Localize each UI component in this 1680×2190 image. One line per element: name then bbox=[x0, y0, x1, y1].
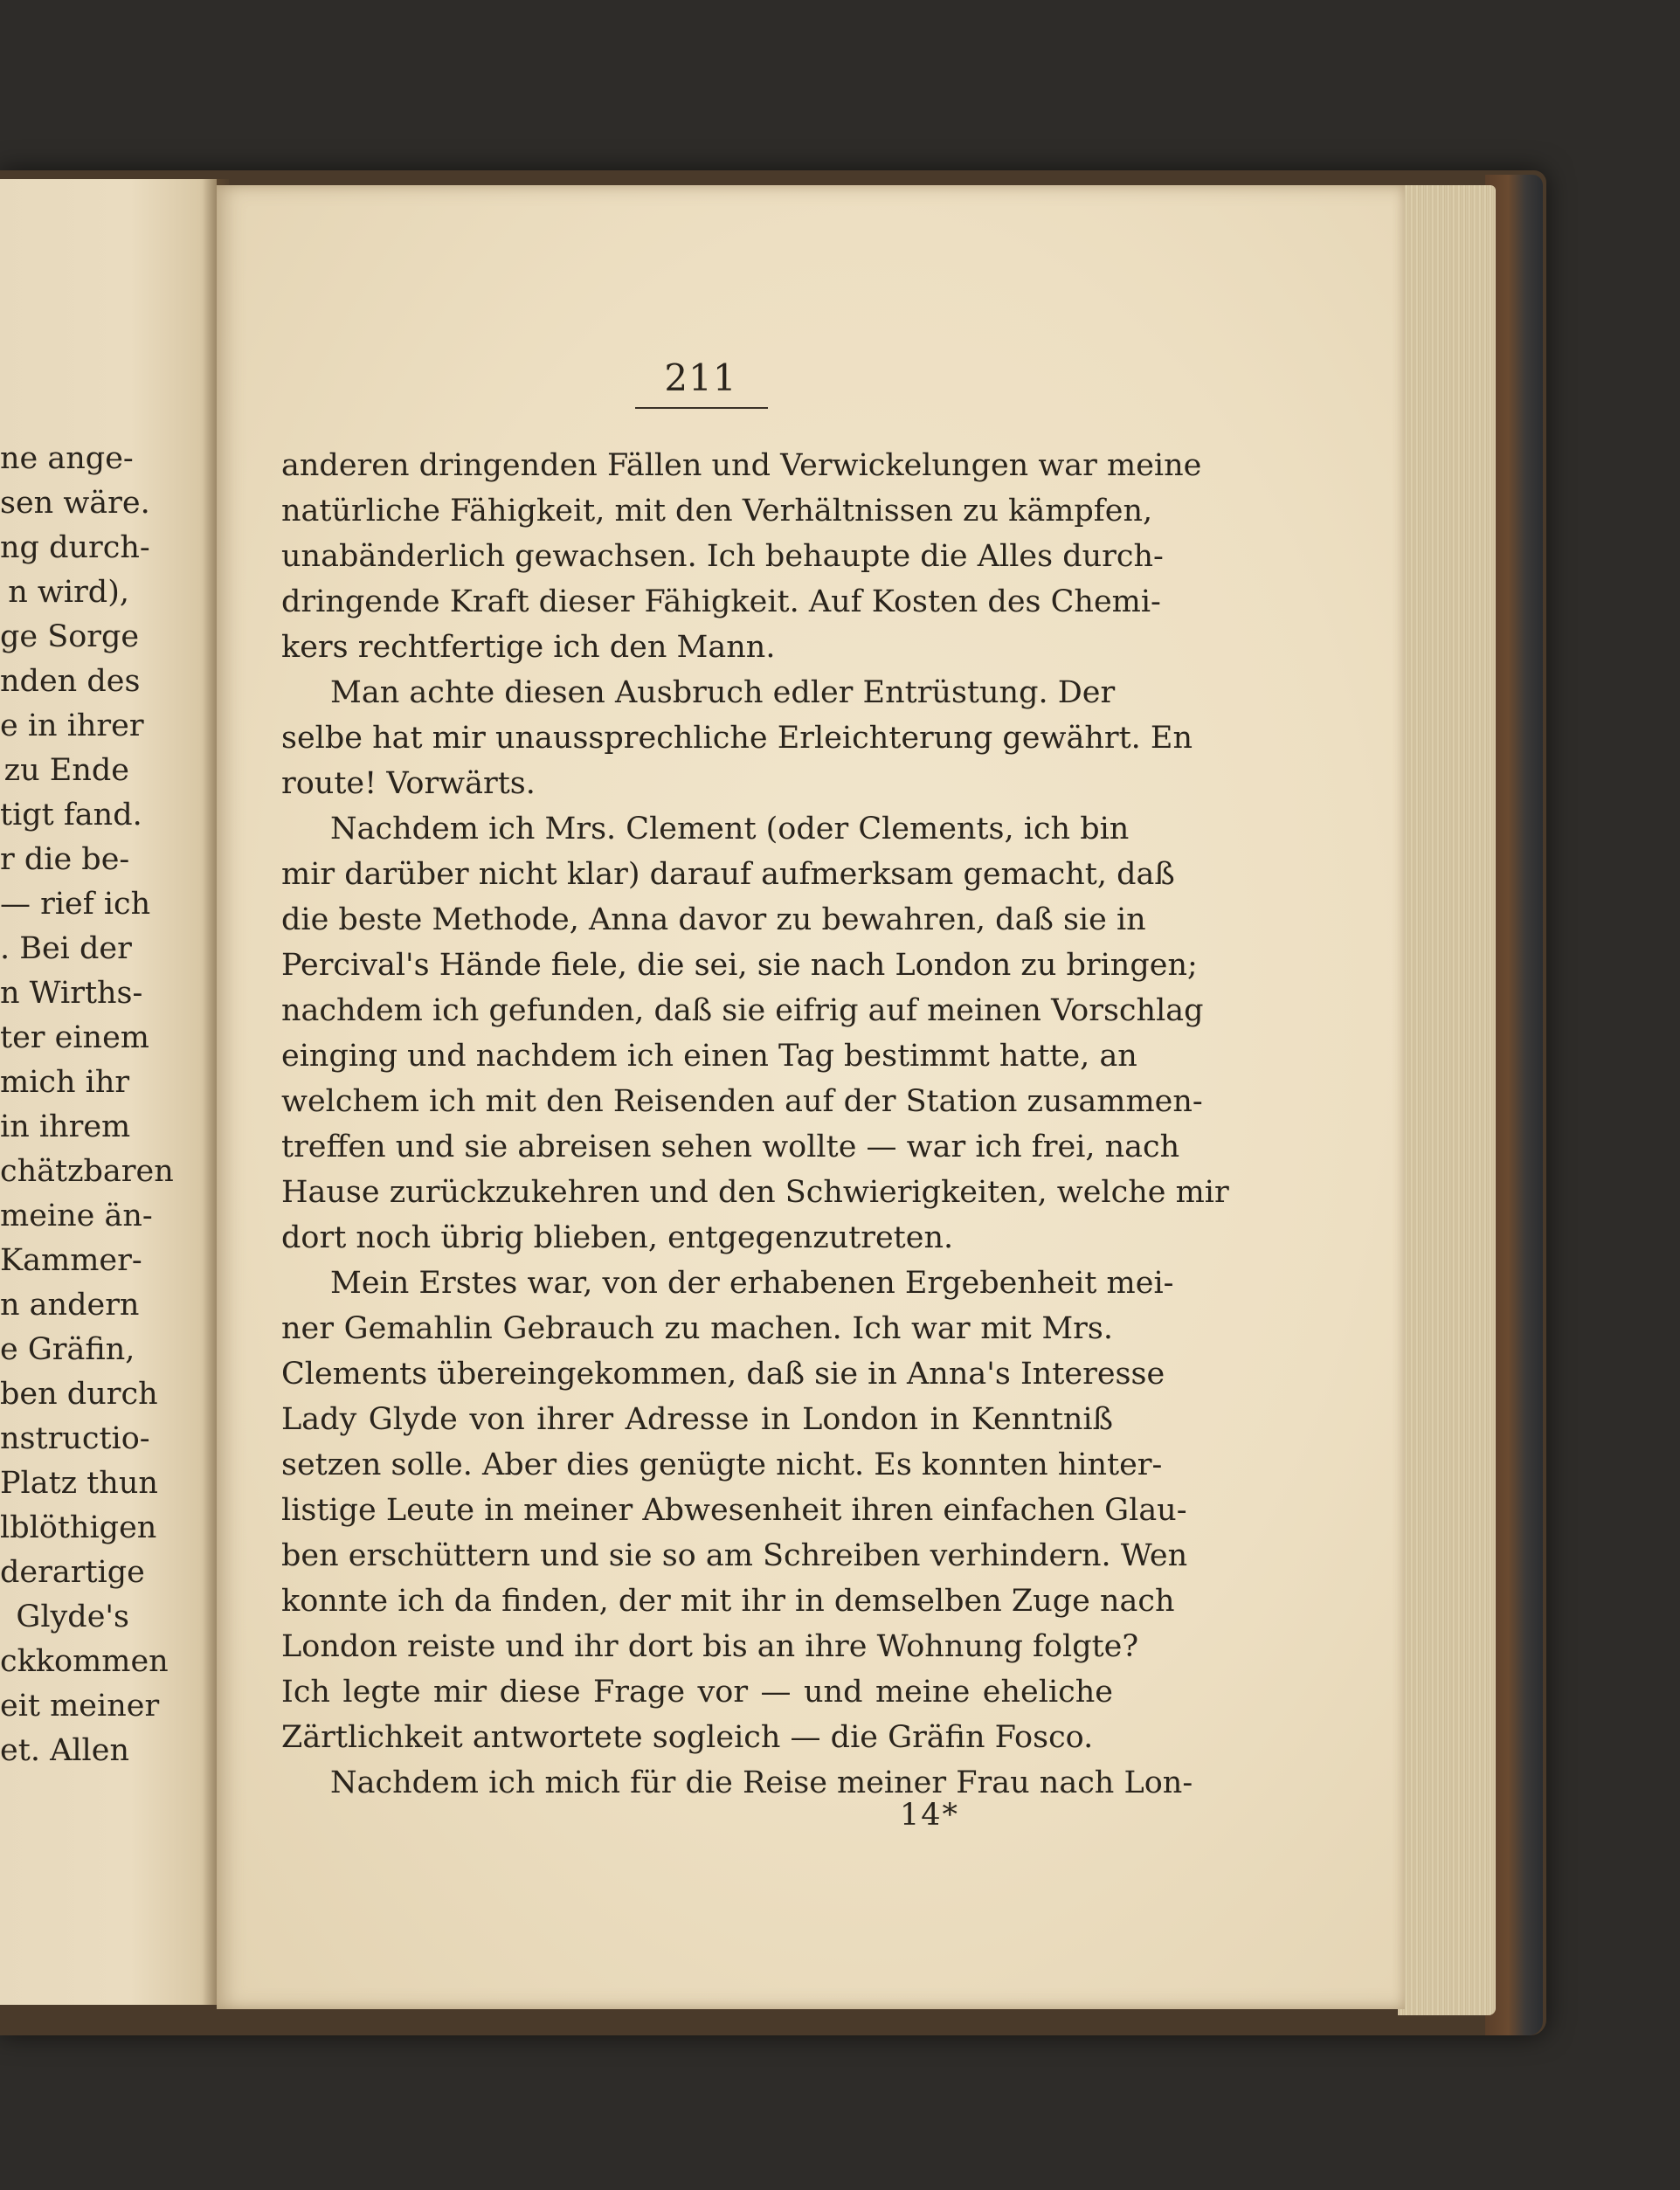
left-page-line: Glyde's bbox=[16, 1599, 129, 1634]
text-line: dort noch übrig blieben, entgegenzutreten. bbox=[281, 1220, 954, 1255]
left-page-line: ckkommen bbox=[0, 1644, 169, 1679]
left-page-line: nden des bbox=[0, 664, 141, 699]
text-line: Nachdem ich Mrs. Clement (oder Clements, ich bin bbox=[330, 812, 1130, 846]
left-page-line: tigt fand. bbox=[0, 798, 142, 832]
left-page-line: lblöthigen bbox=[0, 1510, 157, 1545]
text-line: dringende Kraft dieser Fähigkeit. Auf Kosten des Chemi- bbox=[281, 584, 1161, 619]
left-page-line: eit meiner bbox=[0, 1689, 160, 1724]
text-line: mir darüber nicht klar) darauf aufmerksam gemacht, daß bbox=[281, 857, 1175, 892]
text-line: Mein Erstes war, von der erhabenen Ergebenheit mei- bbox=[330, 1266, 1174, 1301]
text-line: ben erschüttern und sie so am Schreiben verhindern. Wen bbox=[281, 1538, 1188, 1573]
left-page-line: ne ange- bbox=[0, 441, 134, 476]
left-page-line: ben durch bbox=[0, 1377, 158, 1412]
left-page-line: ter einem bbox=[0, 1020, 149, 1055]
text-line: listige Leute in meiner Abwesenheit ihren einfachen Glau- bbox=[281, 1493, 1187, 1528]
left-page-line: n andern bbox=[0, 1288, 140, 1323]
left-page-line: nstructio- bbox=[0, 1421, 150, 1456]
text-line: Zärtlichkeit antwortete sogleich — die Gräfin Fosco. bbox=[281, 1720, 1094, 1755]
text-line: Lady Glyde von ihrer Adresse in London in Kenntniß bbox=[281, 1402, 1113, 1437]
page-number: 211 bbox=[664, 356, 737, 399]
left-page-line: zu Ende bbox=[3, 753, 129, 788]
text-line: Hause zurückzukehren und den Schwierigkeiten, welche mir bbox=[281, 1175, 1229, 1210]
text-line: Clements übereingekommen, daß sie in Anna's Interesse bbox=[281, 1357, 1165, 1392]
left-page-line: sen wäre. bbox=[0, 486, 150, 521]
text-line: London reiste und ihr dort bis an ihre Wohnung folgte? bbox=[281, 1629, 1139, 1664]
text-line: anderen dringenden Fällen und Verwickelungen war meine bbox=[281, 448, 1202, 483]
left-page-line: meine än- bbox=[0, 1199, 153, 1233]
text-line: unabänderlich gewachsen. Ich behaupte die Alles durch- bbox=[281, 539, 1164, 574]
left-page bbox=[0, 179, 217, 2005]
text-line: natürliche Fähigkeit, mit den Verhältnissen zu kämpfen, bbox=[281, 494, 1153, 529]
text-line: selbe hat mir unaussprechliche Erleichterung gewährt. En bbox=[281, 721, 1193, 756]
text-line: setzen solle. Aber dies genügte nicht. Es konnten hinter- bbox=[281, 1447, 1163, 1482]
page-number-rule bbox=[635, 407, 768, 409]
text-line: Nachdem ich mich für die Reise meiner Frau nach Lon- bbox=[330, 1765, 1193, 1800]
text-line: konnte ich da finden, der mit ihr in demselben Zuge nach bbox=[281, 1584, 1175, 1619]
left-page-line: — rief ich bbox=[0, 887, 151, 922]
left-page-line: n Wirths- bbox=[0, 976, 143, 1011]
text-line: welchem ich mit den Reisenden auf der Station zusammen- bbox=[281, 1084, 1203, 1119]
left-page-line: e Gräfin, bbox=[0, 1332, 135, 1367]
text-line: ner Gemahlin Gebrauch zu machen. Ich war mit Mrs. bbox=[281, 1311, 1113, 1346]
text-line: kers rechtfertige ich den Mann. bbox=[281, 630, 776, 665]
left-page-line: ge Sorge bbox=[0, 619, 140, 654]
left-page-line: chätzbaren bbox=[0, 1154, 174, 1189]
signature-mark: 14* bbox=[900, 1798, 960, 1833]
text-line: die beste Methode, Anna davor zu bewahren, daß sie in bbox=[281, 902, 1146, 937]
page-stack-edge bbox=[1398, 185, 1496, 2015]
left-page-line: et. Allen bbox=[0, 1733, 129, 1768]
text-line: Man achte diesen Ausbruch edler Entrüstung. Der bbox=[330, 675, 1116, 710]
text-line: route! Vorwärts. bbox=[281, 766, 536, 801]
text-line: nachdem ich gefunden, daß sie eifrig auf meinen Vorschlag bbox=[281, 993, 1204, 1028]
left-page-line: Platz thun bbox=[0, 1466, 158, 1501]
left-page-line: derartige bbox=[0, 1555, 145, 1590]
left-page-line: mich ihr bbox=[0, 1065, 130, 1100]
left-page-line: Kammer- bbox=[0, 1243, 142, 1278]
left-page-line: ng durch- bbox=[0, 530, 150, 565]
text-line: Ich legte mir diese Frage vor — und meine eheliche bbox=[281, 1675, 1113, 1710]
text-line: treffen und sie abreisen sehen wollte — war ich frei, nach bbox=[281, 1130, 1180, 1164]
text-line: einging und nachdem ich einen Tag bestimmt hatte, an bbox=[281, 1039, 1137, 1074]
left-page-line: r die be- bbox=[0, 842, 130, 877]
left-page-line: n wird), bbox=[8, 575, 129, 610]
text-line: Percival's Hände fiele, die sei, sie nach London zu bringen; bbox=[281, 948, 1198, 983]
left-page-line: in ihrem bbox=[0, 1109, 131, 1144]
left-page-line: . Bei der bbox=[0, 931, 132, 966]
left-page-line: e in ihrer bbox=[0, 708, 144, 743]
